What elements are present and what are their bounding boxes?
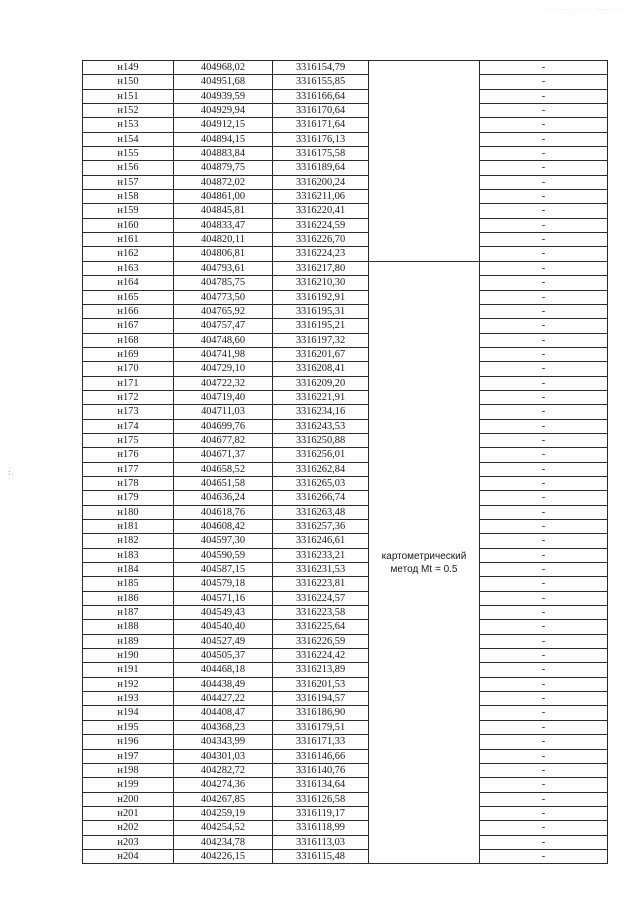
y-coordinate-cell: 3316197,32 [273,333,369,347]
table-row [83,218,608,232]
dash-cell: - [480,104,608,118]
x-coordinate-cell: 404719,40 [174,390,273,404]
point-id-cell: н164 [83,276,174,290]
dash-cell: - [480,821,608,835]
dash-cell: - [480,405,608,419]
x-coordinate-cell: 404267,85 [174,792,273,806]
table-row [83,491,608,505]
dash-cell: - [480,692,608,706]
y-coordinate-cell: 3316170,64 [273,104,369,118]
x-coordinate-cell: 404845,81 [174,204,273,218]
x-coordinate-cell: 404505,37 [174,649,273,663]
point-id-cell: н163 [83,261,174,275]
y-coordinate-cell: 3316208,41 [273,362,369,376]
point-id-cell: н173 [83,405,174,419]
point-id-cell: н189 [83,634,174,648]
dash-cell: - [480,663,608,677]
y-coordinate-cell: 3316113,03 [273,835,369,849]
point-id-cell: н174 [83,419,174,433]
x-coordinate-cell: 404968,02 [174,61,273,75]
x-coordinate-cell: 404773,50 [174,290,273,304]
dash-cell: - [480,448,608,462]
method-accuracy: метод Mt = 0.5 [390,563,458,575]
y-coordinate-cell: 3316263,48 [273,505,369,519]
x-coordinate-cell: 404765,92 [174,304,273,318]
point-id-cell: н175 [83,433,174,447]
y-coordinate-cell: 3316265,03 [273,476,369,490]
x-coordinate-cell: 404579,18 [174,577,273,591]
x-coordinate-cell: 404368,23 [174,720,273,734]
x-coordinate-cell: 404254,52 [174,821,273,835]
table-row [83,677,608,691]
point-id-cell: н157 [83,175,174,189]
dash-cell: - [480,548,608,562]
dash-cell: - [480,362,608,376]
dash-cell: - [480,61,608,75]
point-id-cell: н183 [83,548,174,562]
dash-cell: - [480,620,608,634]
point-id-cell: н169 [83,347,174,361]
point-id-cell: н204 [83,849,174,863]
x-coordinate-cell: 404912,15 [174,118,273,132]
table-row [83,75,608,89]
point-id-cell: н167 [83,319,174,333]
dash-cell: - [480,476,608,490]
x-coordinate-cell: 404438,49 [174,677,273,691]
x-coordinate-cell: 404951,68 [174,75,273,89]
point-id-cell: н177 [83,462,174,476]
method-label: картометрический [381,550,467,562]
table-row [83,534,608,548]
point-id-cell: н193 [83,692,174,706]
point-id-cell: н199 [83,778,174,792]
x-coordinate-cell: 404571,16 [174,591,273,605]
table-row [83,333,608,347]
dash-cell: - [480,806,608,820]
table-row [83,190,608,204]
y-coordinate-cell: 3316140,76 [273,763,369,777]
point-id-cell: н156 [83,161,174,175]
table-row [83,448,608,462]
y-coordinate-cell: 3316200,24 [273,175,369,189]
x-coordinate-cell: 404408,47 [174,706,273,720]
x-coordinate-cell: 404748,60 [174,333,273,347]
table-row [83,319,608,333]
dash-cell: - [480,849,608,863]
x-coordinate-cell: 404879,75 [174,161,273,175]
x-coordinate-cell: 404343,99 [174,735,273,749]
dash-cell: - [480,778,608,792]
table-row [83,620,608,634]
dash-cell: - [480,419,608,433]
table-row [83,419,608,433]
table-row [83,663,608,677]
y-coordinate-cell: 3316217,80 [273,261,369,275]
x-coordinate-cell: 404757,47 [174,319,273,333]
point-id-cell: н197 [83,749,174,763]
point-id-cell: н184 [83,563,174,577]
point-id-cell: н161 [83,233,174,247]
point-id-cell: н203 [83,835,174,849]
x-coordinate-cell: 404722,32 [174,376,273,390]
dash-cell: - [480,132,608,146]
table-row [83,204,608,218]
dash-cell: - [480,218,608,232]
table-row [83,433,608,447]
point-id-cell: н195 [83,720,174,734]
y-coordinate-cell: 3316175,58 [273,147,369,161]
x-coordinate-cell: 404587,15 [174,563,273,577]
table-row [83,132,608,146]
point-id-cell: н158 [83,190,174,204]
point-id-cell: н151 [83,89,174,103]
x-coordinate-cell: 404793,61 [174,261,273,275]
x-coordinate-cell: 404597,30 [174,534,273,548]
x-coordinate-cell: 404929,94 [174,104,273,118]
table-row [83,161,608,175]
x-coordinate-cell: 404226,15 [174,849,273,863]
dash-cell: - [480,233,608,247]
table-row [83,606,608,620]
coordinates-table-body [83,61,608,864]
y-coordinate-cell: 3316201,53 [273,677,369,691]
point-id-cell: н200 [83,792,174,806]
dash-cell: - [480,520,608,534]
dash-cell: - [480,261,608,275]
dash-cell: - [480,677,608,691]
y-coordinate-cell: 3316246,61 [273,534,369,548]
table-row [83,749,608,763]
table-row [83,476,608,490]
dash-cell: - [480,749,608,763]
y-coordinate-cell: 3316119,17 [273,806,369,820]
x-coordinate-cell: 404259,19 [174,806,273,820]
point-id-cell: н162 [83,247,174,261]
x-coordinate-cell: 404651,58 [174,476,273,490]
table-row [83,89,608,103]
x-coordinate-cell: 404729,10 [174,362,273,376]
dash-cell: - [480,276,608,290]
table-row [83,376,608,390]
dash-cell: - [480,118,608,132]
y-coordinate-cell: 3316224,57 [273,591,369,605]
y-coordinate-cell: 3316115,48 [273,849,369,863]
y-coordinate-cell: 3316211,06 [273,190,369,204]
table-row [83,706,608,720]
dash-cell: - [480,390,608,404]
side-mark: : [8,468,11,477]
header-marks: . .. ..... .. ... . ...... ... [544,6,622,12]
table-row [83,563,608,577]
dash-cell: - [480,792,608,806]
y-coordinate-cell: 3316166,64 [273,89,369,103]
x-coordinate-cell: 404468,18 [174,663,273,677]
dash-cell: - [480,634,608,648]
table-row [83,806,608,820]
point-id-cell: н186 [83,591,174,605]
dash-cell: - [480,763,608,777]
y-coordinate-cell: 3316234,16 [273,405,369,419]
x-coordinate-cell: 404608,42 [174,520,273,534]
table-row [83,175,608,189]
y-coordinate-cell: 3316201,67 [273,347,369,361]
y-coordinate-cell: 3316223,81 [273,577,369,591]
y-coordinate-cell: 3316118,99 [273,821,369,835]
table-row [83,304,608,318]
dash-cell: - [480,175,608,189]
table-row [83,362,608,376]
y-coordinate-cell: 3316266,74 [273,491,369,505]
y-coordinate-cell: 3316250,88 [273,433,369,447]
dash-cell: - [480,347,608,361]
table-row [83,821,608,835]
x-coordinate-cell: 404658,52 [174,462,273,476]
point-id-cell: н154 [83,132,174,146]
x-coordinate-cell: 404711,03 [174,405,273,419]
x-coordinate-cell: 404618,76 [174,505,273,519]
x-coordinate-cell: 404590,59 [174,548,273,562]
table-row [83,347,608,361]
dash-cell: - [480,720,608,734]
point-id-cell: н181 [83,520,174,534]
table-row [83,520,608,534]
y-coordinate-cell: 3316226,70 [273,233,369,247]
table-row [83,720,608,734]
table-row [83,233,608,247]
x-coordinate-cell: 404274,36 [174,778,273,792]
y-coordinate-cell: 3316189,64 [273,161,369,175]
y-coordinate-cell: 3316134,64 [273,778,369,792]
table-row [83,649,608,663]
point-id-cell: н172 [83,390,174,404]
x-coordinate-cell: 404677,82 [174,433,273,447]
table-row [83,462,608,476]
x-coordinate-cell: 404636,24 [174,491,273,505]
table-row [83,763,608,777]
x-coordinate-cell: 404785,75 [174,276,273,290]
dash-cell: - [480,247,608,261]
y-coordinate-cell: 3316192,91 [273,290,369,304]
point-id-cell: н188 [83,620,174,634]
y-coordinate-cell: 3316233,21 [273,548,369,562]
y-coordinate-cell: 3316220,41 [273,204,369,218]
dash-cell: - [480,290,608,304]
y-coordinate-cell: 3316213,89 [273,663,369,677]
point-id-cell: н202 [83,821,174,835]
y-coordinate-cell: 3316179,51 [273,720,369,734]
dash-cell: - [480,333,608,347]
x-coordinate-cell: 404872,02 [174,175,273,189]
y-coordinate-cell: 3316243,53 [273,419,369,433]
x-coordinate-cell: 404427,22 [174,692,273,706]
x-coordinate-cell: 404301,03 [174,749,273,763]
point-id-cell: н165 [83,290,174,304]
dash-cell: - [480,147,608,161]
point-id-cell: н152 [83,104,174,118]
point-id-cell: н194 [83,706,174,720]
dash-cell: - [480,534,608,548]
dash-cell: - [480,304,608,318]
point-id-cell: н150 [83,75,174,89]
point-id-cell: н190 [83,649,174,663]
table-row [83,147,608,161]
x-coordinate-cell: 404527,49 [174,634,273,648]
y-coordinate-cell: 3316146,66 [273,749,369,763]
point-id-cell: н187 [83,606,174,620]
table-row [83,591,608,605]
dash-cell: - [480,433,608,447]
x-coordinate-cell: 404820,11 [174,233,273,247]
dash-cell: - [480,319,608,333]
dash-cell: - [480,462,608,476]
dash-cell: - [480,577,608,591]
x-coordinate-cell: 404282,72 [174,763,273,777]
x-coordinate-cell: 404806,81 [174,247,273,261]
point-id-cell: н192 [83,677,174,691]
table-row [83,61,608,75]
table-row [83,261,608,275]
point-id-cell: н185 [83,577,174,591]
point-id-cell: н159 [83,204,174,218]
dash-cell: - [480,75,608,89]
y-coordinate-cell: 3316224,59 [273,218,369,232]
table-row [83,835,608,849]
y-coordinate-cell: 3316154,79 [273,61,369,75]
y-coordinate-cell: 3316224,23 [273,247,369,261]
dash-cell: - [480,649,608,663]
method-cell [369,261,480,863]
dash-cell: - [480,161,608,175]
dash-cell: - [480,735,608,749]
y-coordinate-cell: 3316231,53 [273,563,369,577]
point-id-cell: н198 [83,763,174,777]
table-row [83,577,608,591]
y-coordinate-cell: 3316194,57 [273,692,369,706]
x-coordinate-cell: 404939,59 [174,89,273,103]
point-id-cell: н182 [83,534,174,548]
table-row [83,247,608,261]
y-coordinate-cell: 3316257,36 [273,520,369,534]
point-id-cell: н160 [83,218,174,232]
point-id-cell: н149 [83,61,174,75]
point-id-cell: н155 [83,147,174,161]
dash-cell: - [480,204,608,218]
point-id-cell: н201 [83,806,174,820]
point-id-cell: н166 [83,304,174,318]
table-row [83,634,608,648]
y-coordinate-cell: 3316262,84 [273,462,369,476]
y-coordinate-cell: 3316223,58 [273,606,369,620]
x-coordinate-cell: 404894,15 [174,132,273,146]
y-coordinate-cell: 3316210,30 [273,276,369,290]
table-row [83,290,608,304]
point-id-cell: н153 [83,118,174,132]
point-id-cell: н171 [83,376,174,390]
table-row [83,276,608,290]
point-id-cell: н191 [83,663,174,677]
dash-cell: - [480,491,608,505]
dash-cell: - [480,835,608,849]
coordinates-table [82,60,608,864]
table-row [83,778,608,792]
table-row [83,505,608,519]
point-id-cell: н179 [83,491,174,505]
y-coordinate-cell: 3316171,33 [273,735,369,749]
x-coordinate-cell: 404833,47 [174,218,273,232]
y-coordinate-cell: 3316195,21 [273,319,369,333]
point-id-cell: н180 [83,505,174,519]
y-coordinate-cell: 3316256,01 [273,448,369,462]
table-row [83,390,608,404]
point-id-cell: н168 [83,333,174,347]
dash-cell: - [480,563,608,577]
point-id-cell: н196 [83,735,174,749]
y-coordinate-cell: 3316195,31 [273,304,369,318]
y-coordinate-cell: 3316225,64 [273,620,369,634]
y-coordinate-cell: 3316209,20 [273,376,369,390]
x-coordinate-cell: 404671,37 [174,448,273,462]
x-coordinate-cell: 404549,43 [174,606,273,620]
point-id-cell: н176 [83,448,174,462]
y-coordinate-cell: 3316176,13 [273,132,369,146]
table-row [83,792,608,806]
table-row [83,405,608,419]
point-id-cell: н178 [83,476,174,490]
y-coordinate-cell: 3316171,64 [273,118,369,132]
dash-cell: - [480,606,608,620]
x-coordinate-cell: 404741,98 [174,347,273,361]
dash-cell: - [480,89,608,103]
dash-cell: - [480,505,608,519]
dash-cell: - [480,591,608,605]
y-coordinate-cell: 3316155,85 [273,75,369,89]
method-cell-top [369,61,480,262]
table-row [83,548,608,562]
y-coordinate-cell: 3316126,58 [273,792,369,806]
dash-cell: - [480,376,608,390]
point-id-cell: н170 [83,362,174,376]
table-row [83,735,608,749]
dash-cell: - [480,706,608,720]
x-coordinate-cell: 404699,76 [174,419,273,433]
x-coordinate-cell: 404883,84 [174,147,273,161]
table-row [83,118,608,132]
table-row [83,104,608,118]
y-coordinate-cell: 3316221,91 [273,390,369,404]
x-coordinate-cell: 404234,78 [174,835,273,849]
x-coordinate-cell: 404861,00 [174,190,273,204]
table-row [83,692,608,706]
y-coordinate-cell: 3316186,90 [273,706,369,720]
x-coordinate-cell: 404540,40 [174,620,273,634]
table-row [83,849,608,863]
y-coordinate-cell: 3316226,59 [273,634,369,648]
y-coordinate-cell: 3316224,42 [273,649,369,663]
dash-cell: - [480,190,608,204]
